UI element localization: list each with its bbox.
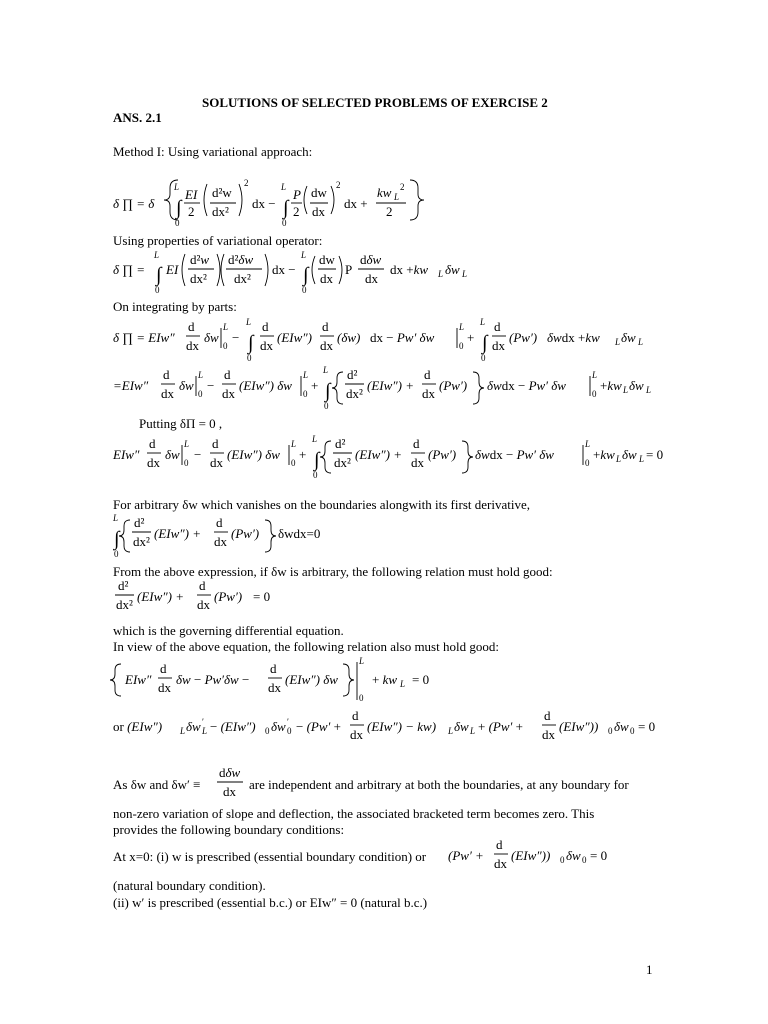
svg-text:d: d [188,319,195,334]
svg-text:+kw: +kw [600,378,622,393]
svg-text:d²w: d²w [190,252,210,267]
svg-text:L: L [301,250,307,260]
svg-text:L: L [198,370,204,380]
equation-parts-2 [113,365,651,411]
svg-text:L: L [303,370,309,380]
svg-text:dx +kw: dx +kw [390,262,429,277]
equation-functional [113,178,424,228]
svg-text:δw: δw [204,330,219,345]
svg-text:2: 2 [244,178,249,188]
svg-text:d: d [352,708,359,723]
in-view-line: In view of the above equation, the following relation also must hold good: [113,639,499,654]
svg-text:+: + [299,447,307,462]
svg-text:L: L [113,513,119,523]
svg-text:+kw: +kw [593,447,615,462]
as-line-end: are independent and arbitrary at both the boundaries, at any boundary for [249,777,629,792]
svg-text:L: L [638,337,644,347]
svg-text:dx²: dx² [212,204,229,219]
svg-text:∫: ∫ [248,332,254,354]
svg-text:+: + [311,378,319,393]
svg-text:dx +: dx + [344,196,368,211]
svg-text:(Pw′ +: (Pw′ + [448,848,484,863]
svg-text:d: d [424,367,431,382]
svg-text:2: 2 [188,204,195,219]
svg-text:∫: ∫ [482,332,488,354]
svg-text:=EIw″: =EIw″ [113,378,149,393]
svg-text:dx: dx [542,727,555,742]
inline-derivative [217,765,243,799]
svg-text:(Pw′): (Pw′) [214,589,243,604]
svg-text:2: 2 [293,204,300,219]
provides-line: provides the following boundary conditions: [113,822,345,837]
svg-text:L: L [394,192,400,202]
svg-text:L: L [281,182,287,192]
answer-label: ANS. 2.1 [113,110,162,125]
equation-natural-bc [448,837,607,871]
svg-text:kw: kw [377,185,392,200]
svg-text:0: 0 [302,285,307,295]
svg-text:+ kw: + kw [372,672,398,687]
svg-text:L: L [184,439,190,449]
svg-text:0: 0 [303,389,308,399]
page-number: 1 [646,962,653,977]
natural-bc-line: (natural boundary condition). [113,878,266,893]
svg-text:d: d [270,661,277,676]
svg-text:EIw″: EIw″ [113,447,140,462]
svg-text:dw: dw [311,185,327,200]
svg-text:δw: δw [629,378,644,393]
equation-boundary-bracket [110,656,429,703]
svg-text:0: 0 [287,726,292,736]
svg-text:L: L [223,322,229,332]
svg-text:− (EIw″): − (EIw″) [210,719,256,734]
svg-text:(EIw″)): (EIw″)) [559,719,599,734]
svg-text:0: 0 [313,470,318,480]
svg-text:d²w: d²w [212,185,232,200]
svg-text:L: L [180,726,186,736]
svg-text:(Pw′): (Pw′) [439,378,468,393]
svg-text:+: + [467,330,475,345]
svg-text:L: L [615,337,621,347]
equation-governing [115,578,270,612]
svg-text:dx: dx [268,680,281,695]
svg-text:L: L [448,726,454,736]
svg-text:L: L [585,439,591,449]
svg-text:δw: δw [186,719,201,734]
svg-text:′: ′ [287,717,289,727]
equation-parts-1 [113,317,643,363]
above-expression-line: From the above expression, if δw is arbitrary, the following relation must hold good: [113,564,553,579]
svg-text:dx: dx [161,386,174,401]
putting-line: Putting δΠ = 0 , [139,416,223,431]
svg-text:0: 0 [560,855,565,865]
governing-line: which is the governing differential equation. [113,623,344,638]
svg-text:dx: dx [197,597,210,612]
svg-text:dw: dw [319,252,335,267]
svg-text:0: 0 [585,458,590,468]
svg-text:L: L [291,439,297,449]
svg-text:(Pw′): (Pw′) [428,447,457,462]
svg-text:−: − [207,378,215,393]
svg-text:L: L [438,269,444,279]
svg-text:d²: d² [118,578,129,593]
svg-text:∫: ∫ [303,264,309,286]
svg-text:δwdx +kw: δwdx +kw [547,330,600,345]
svg-text:dx: dx [365,271,378,286]
svg-text:d: d [212,436,219,451]
svg-text:0: 0 [291,458,296,468]
svg-text:dx −: dx − [252,196,276,211]
svg-text:d²: d² [134,515,145,530]
svg-text:0: 0 [155,285,160,295]
svg-text:− (Pw′ +: − (Pw′ + [296,719,341,734]
svg-text:dx: dx [222,386,235,401]
svg-text:0: 0 [114,549,119,559]
svg-text:δw: δw [271,719,286,734]
svg-text:L: L [246,317,252,327]
svg-text:0: 0 [359,693,364,703]
svg-text:dx: dx [350,727,363,742]
svg-text:d: d [216,515,223,530]
svg-text:+ (Pw′ +: + (Pw′ + [478,719,523,734]
svg-text:0: 0 [247,353,252,363]
svg-text:∫: ∫ [176,197,182,219]
svg-text:d: d [149,436,156,451]
svg-text:0: 0 [265,726,270,736]
svg-text:dx²: dx² [116,597,133,612]
svg-text:0: 0 [608,726,613,736]
svg-text:d²: d² [335,436,346,451]
svg-text:d: d [199,578,206,593]
svg-text:d: d [160,661,167,676]
svg-text:0: 0 [175,218,180,228]
svg-text:0: 0 [582,855,587,865]
svg-text:dx: dx [260,338,273,353]
svg-text:(EIw″): (EIw″) [277,330,313,345]
at-x0-line: At x=0: (i) w is prescribed (essential boundary condition) or [113,849,427,864]
equation-variation [113,250,467,295]
svg-text:(EIw″) +: (EIw″) + [137,589,185,604]
svg-text:= 0: = 0 [412,672,430,687]
svg-text:= 0: = 0 [638,719,656,734]
svg-text:δwdx − Pw′ δw: δwdx − Pw′ δw [475,447,554,462]
svg-text:(Pw′): (Pw′) [231,526,260,541]
equation-stationary [112,434,663,480]
svg-text:dx: dx [214,534,227,549]
svg-text:∫: ∫ [325,380,331,402]
svg-text:d: d [163,367,170,382]
svg-text:0: 0 [282,218,287,228]
svg-text:(Pw′): (Pw′) [509,330,538,345]
svg-text:L: L [616,454,622,464]
svg-text:d: d [494,319,501,334]
integrating-line: On integrating by parts: [113,299,237,314]
svg-text:or (EIw″): or (EIw″) [113,719,163,734]
svg-text:δw: δw [179,378,194,393]
svg-text:0: 0 [481,353,486,363]
svg-text:dx²: dx² [234,271,251,286]
svg-text:EIw″: EIw″ [125,672,152,687]
second-condition-line: (ii) w′ is prescribed (essential b.c.) or EIw″ = 0 (natural b.c.) [113,895,428,910]
svg-text:0: 0 [459,341,464,351]
svg-text:δ ∏ = EIw″: δ ∏ = EIw″ [113,330,175,345]
svg-text:L: L [462,269,468,279]
svg-text:L: L [639,454,645,464]
svg-text:d: d [496,837,503,852]
svg-text:−: − [194,447,202,462]
svg-text:′: ′ [202,717,204,727]
svg-text:δw: δw [566,848,581,863]
svg-text:dx: dx [223,784,236,799]
svg-text:dx − Pw′ δw: dx − Pw′ δw [370,330,435,345]
svg-text:dδw: dδw [360,252,382,267]
svg-text:L: L [646,385,652,395]
svg-text:dx: dx [312,204,325,219]
method-line: Method I: Using variational approach: [113,144,313,159]
svg-text:d²δw: d²δw [228,252,254,267]
svg-text:δwdx − Pw′ δw: δwdx − Pw′ δw [487,378,566,393]
svg-text:L: L [623,385,629,395]
svg-text:L: L [312,434,318,444]
svg-text:δw − Pw′δw −: δw − Pw′δw − [176,672,250,687]
svg-text:2: 2 [386,204,393,219]
svg-text:(δw): (δw) [337,330,361,345]
svg-text:(EIw″) +: (EIw″) + [154,526,202,541]
svg-text:δw: δw [622,447,637,462]
svg-text:EI: EI [185,187,198,202]
equation-integral-condition [112,513,320,559]
svg-text:0: 0 [592,389,597,399]
svg-text:dx: dx [320,271,333,286]
svg-text:(EIw″) − kw): (EIw″) − kw) [367,719,437,734]
svg-text:(EIw″)): (EIw″)) [511,848,551,863]
svg-text:(EIw″) δw: (EIw″) δw [285,672,338,687]
svg-text:δ ∏ =: δ ∏ = [113,262,146,277]
svg-text:dx: dx [158,680,171,695]
svg-text:EI: EI [166,262,179,277]
svg-text:L: L [592,370,598,380]
svg-text:0: 0 [324,401,329,411]
svg-text:dx²: dx² [334,455,351,470]
svg-text:∫: ∫ [314,449,320,471]
svg-text:(EIw″) +: (EIw″) + [355,447,403,462]
svg-text:d²: d² [347,367,358,382]
svg-text:(EIw″) δw: (EIw″) δw [227,447,280,462]
svg-text:∫: ∫ [114,528,120,550]
svg-text:P: P [293,187,301,202]
svg-text:d: d [413,436,420,451]
svg-text:dx −: dx − [272,262,296,277]
svg-text:δw: δw [621,330,636,345]
properties-line: Using properties of variational operator: [113,233,323,248]
svg-text:2: 2 [336,180,341,190]
svg-text:dx²: dx² [190,271,207,286]
svg-text:= 0: = 0 [590,848,608,863]
svg-text:δw: δw [165,447,180,462]
svg-text:L: L [400,679,406,689]
svg-text:L: L [459,322,465,332]
svg-text:L: L [154,250,160,260]
svg-text:dδw: dδw [219,765,241,780]
svg-text:−: − [232,330,240,345]
svg-text:dx: dx [492,338,505,353]
svg-text:L: L [359,656,365,666]
svg-text:dx²: dx² [133,534,150,549]
svg-text:d: d [262,319,269,334]
svg-text:dx: dx [186,338,199,353]
svg-text:L: L [202,726,208,736]
svg-text:L: L [470,726,476,736]
equation-expanded [113,708,655,742]
svg-text:∫: ∫ [283,197,289,219]
svg-text:dx²: dx² [346,386,363,401]
svg-text:dx: dx [494,856,507,871]
svg-text:= 0: = 0 [646,447,664,462]
as-line-start: As δw and δw′ ≡ [113,777,201,792]
svg-text:dx: dx [320,338,333,353]
svg-text:δw: δw [445,262,460,277]
svg-text:(EIw″) +: (EIw″) + [367,378,415,393]
svg-text:P: P [345,262,353,277]
svg-text:δw: δw [614,719,629,734]
svg-text:dx: dx [147,455,160,470]
governing-rhs: = 0 [253,589,271,604]
svg-text:d: d [224,367,231,382]
svg-text:L: L [174,182,180,192]
svg-text:L: L [480,317,486,327]
svg-text:δ ∏ = δ: δ ∏ = δ [113,196,155,211]
svg-text:L: L [323,365,329,375]
svg-text:∫: ∫ [156,264,162,286]
svg-text:2: 2 [400,182,405,192]
svg-text:0: 0 [198,389,203,399]
svg-text:dx: dx [411,455,424,470]
svg-text:0: 0 [184,458,189,468]
svg-text:0: 0 [223,341,228,351]
svg-text:δw: δw [454,719,469,734]
svg-text:0: 0 [630,726,635,736]
svg-text:dx: dx [210,455,223,470]
nonzero-line: non-zero variation of slope and deflection, the associated bracketed term becomes zero. This [113,806,595,821]
svg-text:d: d [322,319,329,334]
arbitrary-line: For arbitrary δw which vanishes on the boundaries alongwith its first derivative, [113,497,530,512]
page-heading: SOLUTIONS OF SELECTED PROBLEMS OF EXERCISE 2 [202,95,548,110]
svg-text:d: d [544,708,551,723]
svg-text:dx: dx [422,386,435,401]
svg-text:(EIw″) δw: (EIw″) δw [239,378,292,393]
integral-rhs: δwdx=0 [278,526,321,541]
